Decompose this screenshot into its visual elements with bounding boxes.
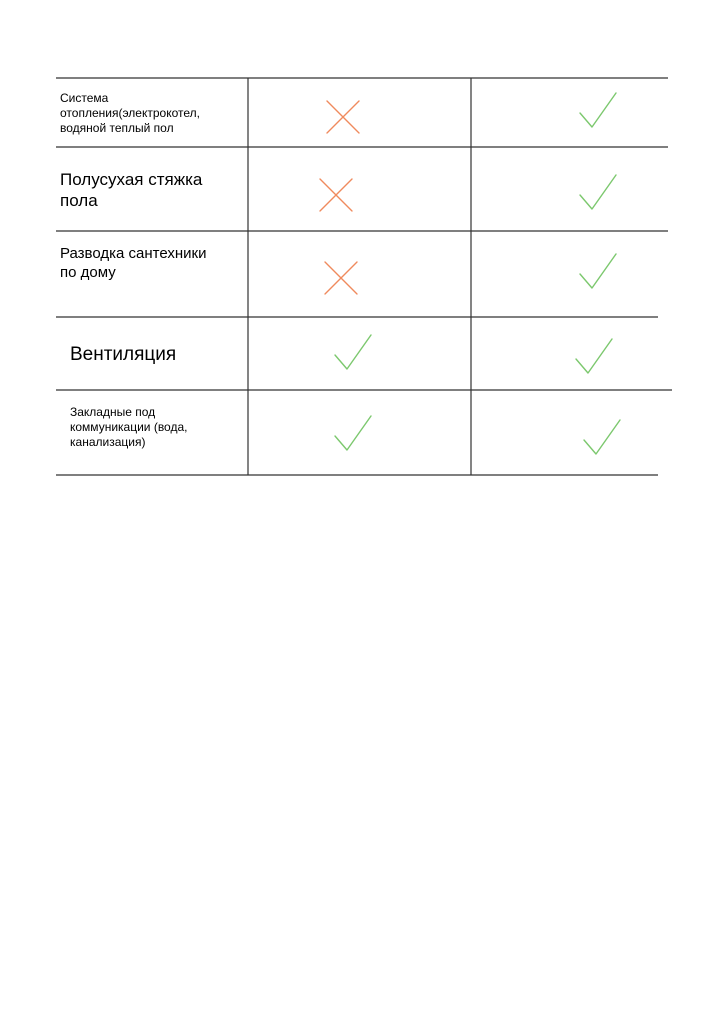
check-icon	[578, 173, 618, 213]
row-label: Разводка сантехники по дому	[60, 245, 207, 281]
check-icon	[574, 337, 614, 377]
row-label: Вентиляция	[70, 344, 177, 365]
row-label: Система отопления(электрокотел, водяной теплый пол	[60, 91, 200, 135]
check-icon	[578, 252, 618, 292]
cross-icon	[316, 175, 356, 215]
check-icon	[578, 91, 618, 131]
check-icon	[333, 414, 373, 454]
cross-icon	[321, 258, 361, 298]
check-icon	[582, 418, 622, 458]
check-icon	[333, 333, 373, 373]
cross-icon	[323, 97, 363, 137]
row-label: Закладные под коммуникации (вода, канализация)	[70, 405, 188, 449]
row-label: Полусухая стяжка пола	[60, 170, 203, 211]
